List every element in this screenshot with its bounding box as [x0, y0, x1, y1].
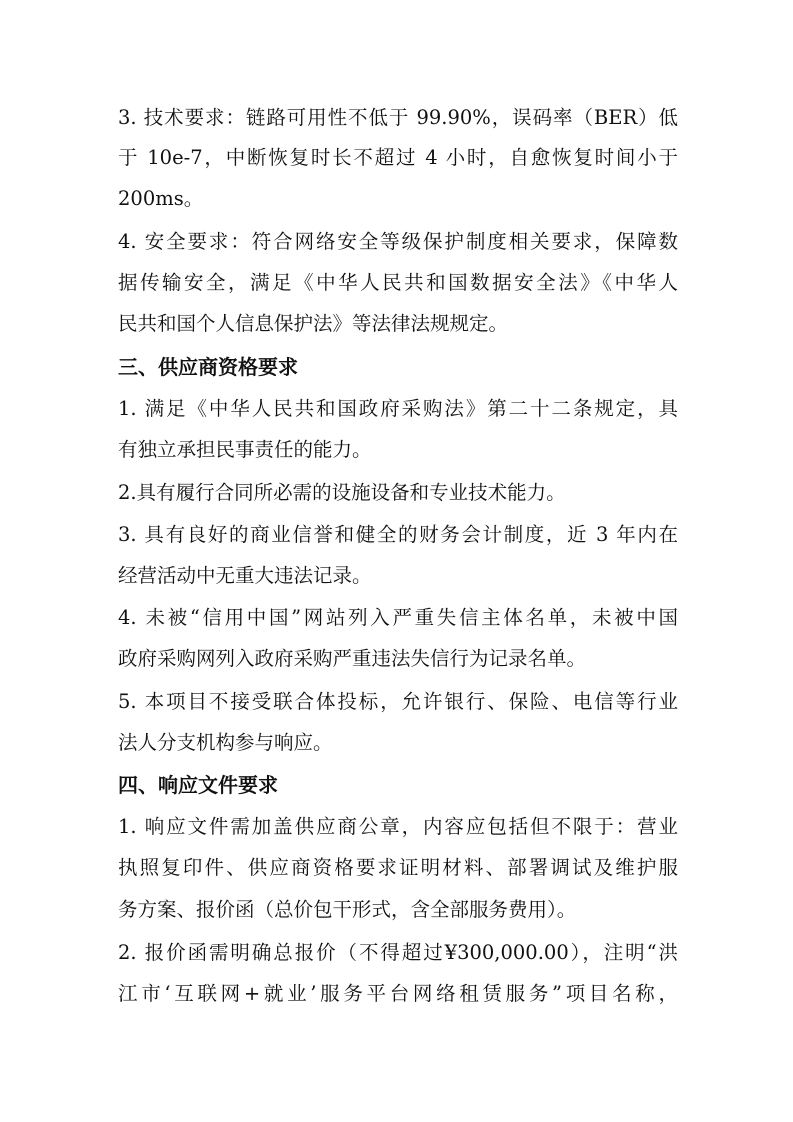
response-doc-2-line-1: 2. 报价函需明确总报价（不得超过¥300,000.00），注明“洪 [118, 941, 678, 964]
section-heading-response-documents: 四、响应文件要求 [118, 773, 278, 797]
qualification-4-line-1: 4. 未被“信用中国”网站列入严重失信主体名单，未被中国 [118, 606, 678, 629]
qualification-3-line-2: 经营活动中无重大违法记录。 [118, 564, 372, 587]
tech-requirement-line-3: 200ms。 [118, 187, 204, 210]
tech-requirement-line-1: 3. 技术要求：链路可用性不低于 99.90%，误码率（BER）低 [118, 106, 678, 129]
qualification-4-line-2: 政府采购网列入政府采购严重违法失信行为记录名单。 [118, 647, 587, 670]
qualification-5-line-1: 5. 本项目不接受联合体投标，允许银行、保险、电信等行业 [118, 690, 678, 713]
security-requirement-line-1: 4. 安全要求：符合网络安全等级保护制度相关要求，保障数 [118, 230, 678, 253]
response-doc-1-line-3: 务方案、报价函（总价包干形式，含全部服务费用）。 [118, 898, 577, 921]
section-heading-supplier-qualifications: 三、供应商资格要求 [118, 355, 298, 379]
security-requirement-line-3: 民共和国个人信息保护法》等法律法规规定。 [118, 312, 509, 335]
qualification-2-line-1: 2.具有履行合同所必需的设施设备和专业技术能力。 [118, 481, 566, 504]
response-doc-1-line-1: 1. 响应文件需加盖供应商公章，内容应包括但不限于：营业 [118, 815, 678, 838]
response-doc-2-line-2: 江市‘互联网+就业’服务平台网络租赁服务”项目名称， [118, 982, 678, 1005]
qualification-1-line-2: 有独立承担民事责任的能力。 [118, 438, 372, 461]
qualification-5-line-2: 法人分支机构参与响应。 [118, 731, 333, 754]
security-requirement-line-2: 据传输安全，满足《中华人民共和国数据安全法》《中华人 [118, 271, 678, 294]
qualification-1-line-1: 1. 满足《中华人民共和国政府采购法》第二十二条规定，具 [118, 397, 678, 420]
qualification-3-line-1: 3. 具有良好的商业信誉和健全的财务会计制度，近 3 年内在 [118, 523, 678, 546]
response-doc-1-line-2: 执照复印件、供应商资格要求证明材料、部署调试及维护服 [118, 856, 678, 879]
tech-requirement-line-2: 于 10e-7，中断恢复时长不超过 4 小时，自愈恢复时间小于 [118, 146, 678, 169]
